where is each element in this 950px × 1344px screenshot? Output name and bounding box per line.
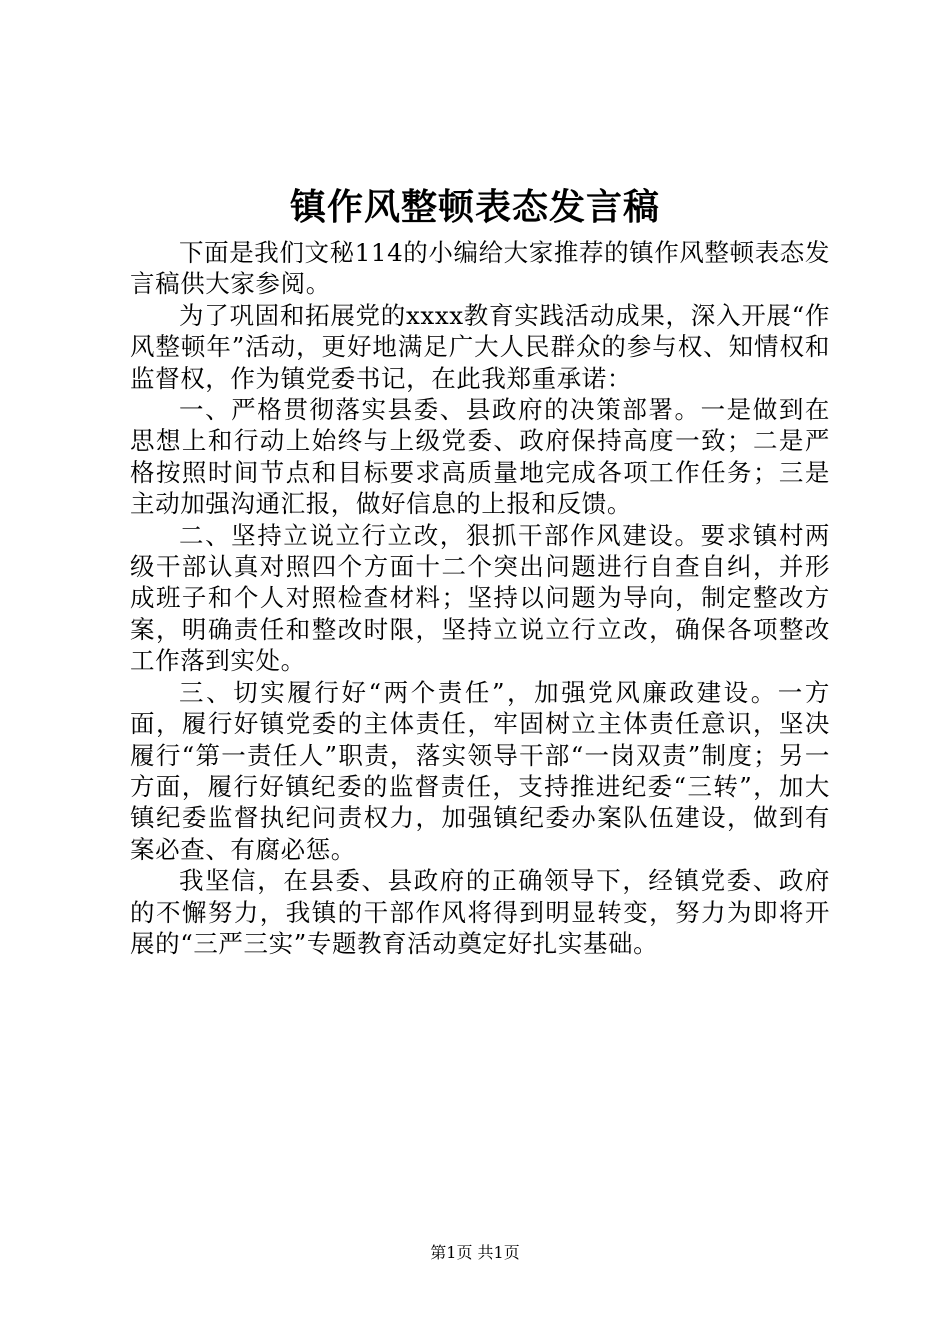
paragraph-intro: 下面是我们文秘114的小编给大家推荐的镇作风整顿表态发言稿供大家参阅。 [130,238,830,299]
paragraph-point-three: 三、切实履行好“两个责任”，加强党风廉政建设。一方面，履行好镇党委的主体责任，牢固树立主体责任意识，坚决履行“第一责任人”职责，落实领导干部“一岗双责”制度；另一方面，履行好镇纪委的监督责任，支持推进纪委“三转”，加大镇纪委监督执纪问责权力，加强镇纪委办案队伍建设，做到有案必查、有腐必惩。 [130,677,830,864]
paragraph-commitment: 为了巩固和拓展党的xxxx教育实践活动成果，深入开展“作风整顿年”活动，更好地满足广大人民群众的参与权、知情权和监督权，作为镇党委书记，在此我郑重承诺： [130,300,830,393]
paragraph-point-one: 一、严格贯彻落实县委、县政府的决策部署。一是做到在思想上和行动上始终与上级党委、政府保持高度一致；二是严格按照时间节点和目标要求高质量地完成各项工作任务；三是主动加强沟通汇报，做好信息的上报和反馈。 [130,395,830,519]
page-number-footer: 第1页 共1页 [430,1243,520,1262]
document-body [130,237,830,959]
paragraph-point-two: 二、坚持立说立行立改，狠抓干部作风建设。要求镇村两级干部认真对照四个方面十二个突出问题进行自查自纠，并形成班子和个人对照检查材料；坚持以问题为导向，制定整改方案，明确责任和整改时限，坚持立说立行立改，确保各项整改工作落到实处。 [130,520,830,676]
document-title: 镇作风整顿表态发言稿 [289,187,660,228]
paragraph-conclusion: 我坚信，在县委、县政府的正确领导下，经镇党委、政府的不懈努力，我镇的干部作风将得到明显转变，努力为即将开展的“三严三实”专题教育活动奠定好扎实基础。 [130,866,830,958]
